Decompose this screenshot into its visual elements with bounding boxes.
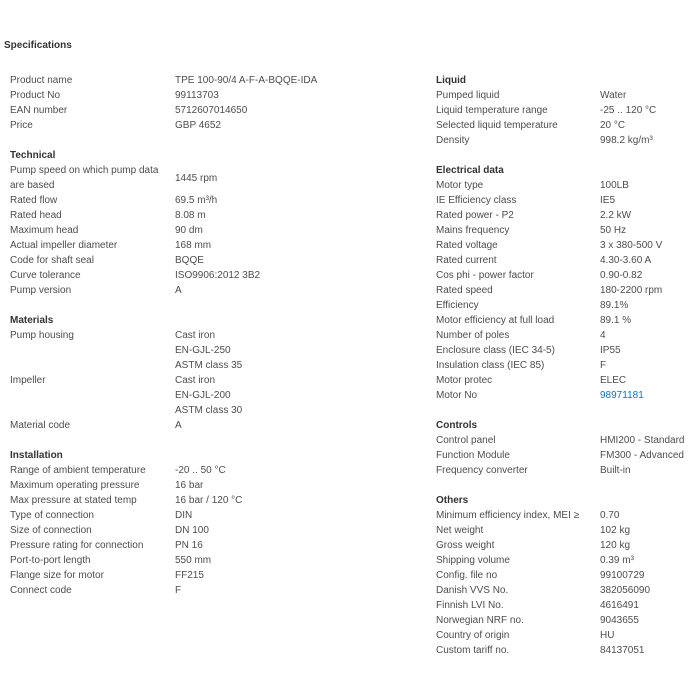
spec-row-shipping-volume bbox=[436, 553, 698, 568]
spec-label: Pumped liquid bbox=[436, 90, 500, 101]
spec-value bbox=[600, 118, 625, 133]
spec-label: Curve tolerance bbox=[10, 270, 81, 281]
spec-row-price bbox=[10, 118, 415, 133]
spec-value-line: 168 mm bbox=[175, 240, 212, 251]
spec-row-frequency-converter bbox=[436, 463, 698, 478]
spec-value-link[interactable]: 98971181 bbox=[600, 390, 644, 401]
spec-row-danish-vvs-no bbox=[436, 583, 698, 598]
spec-row-rated-power-p2 bbox=[436, 208, 698, 223]
spec-label: Pump speed on which pump data are based bbox=[10, 165, 159, 191]
spec-row-function-module bbox=[436, 448, 698, 463]
spec-row-net-weight bbox=[436, 523, 698, 538]
spec-value-line: IE5 bbox=[600, 195, 616, 206]
spec-row-motor-no bbox=[436, 388, 698, 403]
section-heading-materials: Materials bbox=[10, 315, 54, 326]
spec-row-mains-frequency bbox=[436, 223, 698, 238]
spec-label: Product name bbox=[10, 75, 73, 86]
spec-label: Net weight bbox=[436, 525, 484, 536]
spec-label: Motor efficiency at full load bbox=[436, 315, 555, 326]
spec-label: Actual impeller diameter bbox=[10, 240, 118, 251]
spec-value bbox=[600, 598, 639, 613]
spec-label: Size of connection bbox=[10, 525, 92, 536]
spec-value-line: -20 .. 50 °C bbox=[175, 465, 226, 476]
spec-row-rated-speed bbox=[436, 283, 698, 298]
spec-label: Cos phi - power factor bbox=[436, 270, 534, 281]
spec-value-line: 89.1% bbox=[600, 300, 629, 311]
spec-label: Danish VVS No. bbox=[436, 585, 509, 596]
spec-row-rated-current bbox=[436, 253, 698, 268]
spec-value bbox=[600, 253, 651, 268]
spec-value-line: 4616491 bbox=[600, 600, 639, 611]
spec-label: Gross weight bbox=[436, 540, 495, 551]
spec-row-pressure-rating-for-connection bbox=[10, 538, 415, 553]
spec-row-enclosure-class-iec-34-5 bbox=[436, 343, 698, 358]
spec-label: Material code bbox=[10, 420, 71, 431]
spec-value bbox=[175, 193, 217, 208]
page-title: Specifications bbox=[4, 40, 72, 51]
spec-row-rated-voltage bbox=[436, 238, 698, 253]
section-heading-installation: Installation bbox=[10, 450, 63, 461]
spec-label: Code for shaft seal bbox=[10, 255, 94, 266]
spec-label: Flange size for motor bbox=[10, 570, 104, 581]
spec-value-line: 550 mm bbox=[175, 555, 212, 566]
spec-value-line: 90 dm bbox=[175, 225, 203, 236]
spec-value-line: BQQE bbox=[175, 255, 204, 266]
spec-value-line: 382056090 bbox=[600, 585, 651, 596]
spec-row-selected-liquid-temperature bbox=[436, 118, 698, 133]
spec-value bbox=[600, 613, 639, 628]
spec-value-line: ELEC bbox=[600, 375, 627, 386]
spec-label: Motor No bbox=[436, 390, 478, 401]
spec-value-line: 5712607014650 bbox=[175, 105, 248, 116]
spec-value bbox=[175, 283, 182, 298]
spec-row-pump-version bbox=[10, 283, 415, 298]
spec-value-line: Cast iron bbox=[175, 375, 216, 386]
spec-label: Rated power - P2 bbox=[436, 210, 514, 221]
spec-value-line: 8.08 m bbox=[175, 210, 206, 221]
spec-row-type-of-connection bbox=[10, 508, 415, 523]
section-heading-technical: Technical bbox=[10, 150, 56, 161]
spec-row-rated-head bbox=[10, 208, 415, 223]
spec-value-line: -25 .. 120 °C bbox=[600, 105, 657, 116]
spec-row-number-of-poles bbox=[436, 328, 698, 343]
spec-label: Selected liquid temperature bbox=[436, 120, 558, 131]
spec-value-line: 99100729 bbox=[600, 570, 645, 581]
spec-label: Price bbox=[10, 120, 33, 131]
spec-value bbox=[600, 193, 615, 208]
spec-value bbox=[600, 643, 645, 658]
spec-value bbox=[600, 508, 619, 523]
spec-value-line: 3 x 380-500 V bbox=[600, 240, 663, 251]
spec-value bbox=[600, 313, 631, 328]
spec-label: Enclosure class (IEC 34-5) bbox=[436, 345, 555, 356]
spec-value bbox=[600, 133, 653, 148]
spec-value-line: 89.1 % bbox=[600, 315, 632, 326]
spec-value bbox=[175, 463, 226, 478]
spec-row-code-for-shaft-seal bbox=[10, 253, 415, 268]
spec-value-line: 0.39 m³ bbox=[600, 555, 634, 566]
spec-label: Maximum head bbox=[10, 225, 79, 236]
spec-row-maximum-head bbox=[10, 223, 415, 238]
spec-value-line: FF215 bbox=[175, 570, 204, 581]
spec-value-line: 84137051 bbox=[600, 645, 645, 656]
spec-value-line: 998.2 kg/m³ bbox=[600, 135, 653, 146]
spec-value bbox=[175, 493, 242, 508]
spec-value-line: 69.5 m³/h bbox=[175, 195, 218, 206]
spec-value bbox=[600, 538, 630, 553]
spec-value-line: F bbox=[175, 585, 182, 596]
section-heading-liquid: Liquid bbox=[436, 75, 466, 86]
spec-label: Pressure rating for connection bbox=[10, 540, 144, 551]
spec-value bbox=[175, 118, 221, 133]
spec-value bbox=[600, 433, 685, 448]
spec-value bbox=[175, 373, 242, 418]
spec-value bbox=[600, 178, 629, 193]
spec-label: Rated voltage bbox=[436, 240, 498, 251]
spec-value-line: A bbox=[175, 420, 182, 431]
spec-value-line: TPE 100-90/4 A-F-A-BQQE-IDA bbox=[175, 75, 318, 86]
spec-label: Port-to-port length bbox=[10, 555, 91, 566]
spec-label: Efficiency bbox=[436, 300, 479, 311]
spec-value bbox=[175, 418, 182, 433]
spec-value bbox=[600, 463, 631, 478]
spec-row-country-of-origin bbox=[436, 628, 698, 643]
spec-value bbox=[600, 568, 645, 583]
spec-value-line: IP55 bbox=[600, 345, 621, 356]
spec-value-line: 0.70 bbox=[600, 510, 620, 521]
spec-row-size-of-connection bbox=[10, 523, 415, 538]
spec-value-line: Water bbox=[600, 90, 627, 101]
spec-value bbox=[600, 328, 606, 343]
spec-row-custom-tariff-no bbox=[436, 643, 698, 658]
spec-label: Motor type bbox=[436, 180, 484, 191]
spec-label: Rated speed bbox=[436, 285, 493, 296]
spec-value bbox=[175, 73, 317, 88]
spec-label: Connect code bbox=[10, 585, 72, 596]
spec-value bbox=[175, 478, 203, 493]
spec-value-line: HMI200 - Standard bbox=[600, 435, 685, 446]
spec-value bbox=[600, 358, 606, 373]
spec-row-max-pressure-at-stated-temp bbox=[10, 493, 415, 508]
spec-row-density bbox=[436, 133, 698, 148]
spec-label: Frequency converter bbox=[436, 465, 528, 476]
spec-value-line: 102 kg bbox=[600, 525, 631, 536]
spec-row-motor-type bbox=[436, 178, 698, 193]
spec-label: Pump housing bbox=[10, 330, 74, 341]
spec-value-line: 2.2 kW bbox=[600, 210, 632, 221]
spec-value-line: ASTM class 35 bbox=[175, 360, 243, 371]
spec-label: Max pressure at stated temp bbox=[10, 495, 137, 506]
spec-label: Minimum efficiency index, MEI ≥ bbox=[436, 510, 580, 521]
spec-value bbox=[600, 628, 614, 643]
spec-row-efficiency bbox=[436, 298, 698, 313]
spec-value bbox=[175, 208, 206, 223]
spec-label: Rated current bbox=[436, 255, 497, 266]
spec-value bbox=[175, 163, 217, 193]
spec-value bbox=[175, 238, 211, 253]
section-heading-others: Others bbox=[436, 495, 469, 506]
spec-row-pump-housing bbox=[10, 328, 415, 373]
spec-label: IE Efficiency class bbox=[436, 195, 517, 206]
spec-value bbox=[175, 508, 192, 523]
spec-value-line: A bbox=[175, 285, 182, 296]
spec-row-cos-phi-power-factor bbox=[436, 268, 698, 283]
spec-value bbox=[600, 448, 684, 463]
spec-row-range-of-ambient-temperature bbox=[10, 463, 415, 478]
spec-value-line: 0.90-0.82 bbox=[600, 270, 643, 281]
spec-value-line: 4.30-3.60 A bbox=[600, 255, 652, 266]
spec-value-line: DIN bbox=[175, 510, 193, 521]
spec-value bbox=[600, 583, 650, 598]
right-spec-column bbox=[436, 73, 698, 658]
spec-value-line: FM300 - Advanced bbox=[600, 450, 684, 461]
spec-label: EAN number bbox=[10, 105, 68, 116]
spec-label: Country of origin bbox=[436, 630, 510, 641]
spec-row-rated-flow bbox=[10, 193, 415, 208]
spec-value bbox=[175, 553, 211, 568]
spec-value bbox=[175, 103, 247, 118]
spec-value-line: 4 bbox=[600, 330, 606, 341]
spec-row-connect-code bbox=[10, 583, 415, 598]
spec-value bbox=[600, 553, 634, 568]
spec-row-norwegian-nrf-no bbox=[436, 613, 698, 628]
spec-label: Control panel bbox=[436, 435, 496, 446]
spec-value bbox=[600, 268, 642, 283]
spec-row-pumped-liquid bbox=[436, 88, 698, 103]
spec-value bbox=[175, 223, 203, 238]
left-spec-column bbox=[10, 73, 415, 598]
spec-value bbox=[175, 523, 209, 538]
spec-label: Pump version bbox=[10, 285, 72, 296]
spec-value bbox=[600, 283, 662, 298]
section-heading-electrical-data: Electrical data bbox=[436, 165, 504, 176]
spec-value bbox=[175, 538, 203, 553]
spec-value-line: 120 kg bbox=[600, 540, 631, 551]
spec-label: Impeller bbox=[10, 375, 46, 386]
spec-value bbox=[600, 373, 626, 388]
spec-value-line: Cast iron bbox=[175, 330, 216, 341]
spec-row-config-file-no bbox=[436, 568, 698, 583]
spec-value-line: 9043655 bbox=[600, 615, 639, 626]
spec-value-line: 180-2200 rpm bbox=[600, 285, 663, 296]
spec-row-material-code bbox=[10, 418, 415, 433]
spec-label: Density bbox=[436, 135, 470, 146]
spec-row-control-panel bbox=[436, 433, 698, 448]
spec-value-line: ISO9906:2012 3B2 bbox=[175, 270, 261, 281]
spec-value bbox=[600, 238, 662, 253]
spec-row-port-to-port-length bbox=[10, 553, 415, 568]
spec-value-line: PN 16 bbox=[175, 540, 203, 551]
spec-row-gross-weight bbox=[436, 538, 698, 553]
spec-label: Norwegian NRF no. bbox=[436, 615, 524, 626]
spec-value bbox=[600, 103, 656, 118]
spec-label: Maximum operating pressure bbox=[10, 480, 140, 491]
spec-value bbox=[175, 583, 181, 598]
spec-label: Number of poles bbox=[436, 330, 510, 341]
spec-value-line: HU bbox=[600, 630, 615, 641]
spec-row-product-no bbox=[10, 88, 415, 103]
spec-value-line: 20 °C bbox=[600, 120, 626, 131]
spec-value bbox=[600, 208, 631, 223]
spec-value-line: 16 bar bbox=[175, 480, 204, 491]
spec-value bbox=[175, 568, 204, 583]
spec-value-line: DN 100 bbox=[175, 525, 209, 536]
spec-value bbox=[600, 88, 626, 103]
spec-row-curve-tolerance bbox=[10, 268, 415, 283]
spec-value bbox=[175, 268, 260, 283]
spec-value bbox=[175, 328, 242, 373]
spec-value bbox=[600, 223, 626, 238]
spec-row-motor-protec bbox=[436, 373, 698, 388]
spec-value bbox=[175, 88, 219, 103]
spec-label: Liquid temperature range bbox=[436, 105, 548, 116]
spec-value-line: 16 bar / 120 °C bbox=[175, 495, 243, 506]
spec-value[interactable] bbox=[600, 388, 644, 403]
spec-row-product-name bbox=[10, 73, 415, 88]
spec-value-line: ASTM class 30 bbox=[175, 405, 243, 416]
spec-value-line: EN-GJL-200 bbox=[175, 390, 231, 401]
spec-row-pump-speed-on-which-pump-data-are-based bbox=[10, 163, 415, 193]
spec-label: Product No bbox=[10, 90, 61, 101]
spec-value-line: GBP 4652 bbox=[175, 120, 221, 131]
spec-label: Custom tariff no. bbox=[436, 645, 510, 656]
spec-label: Type of connection bbox=[10, 510, 94, 521]
spec-value bbox=[600, 523, 630, 538]
spec-label: Finnish LVI No. bbox=[436, 600, 504, 611]
spec-row-ean-number bbox=[10, 103, 415, 118]
spec-row-actual-impeller-diameter bbox=[10, 238, 415, 253]
spec-label: Rated head bbox=[10, 210, 62, 221]
spec-label: Range of ambient temperature bbox=[10, 465, 146, 476]
spec-value-line: Built-in bbox=[600, 465, 631, 476]
spec-label: Config. file no bbox=[436, 570, 498, 581]
spec-row-finnish-lvi-no bbox=[436, 598, 698, 613]
spec-label: Shipping volume bbox=[436, 555, 510, 566]
spec-label: Function Module bbox=[436, 450, 510, 461]
spec-value-line: 50 Hz bbox=[600, 225, 627, 236]
spec-value bbox=[175, 253, 204, 268]
spec-value-line: EN-GJL-250 bbox=[175, 345, 231, 356]
section-heading-controls: Controls bbox=[436, 420, 478, 431]
spec-value-line: 100LB bbox=[600, 180, 629, 191]
spec-row-ie-efficiency-class bbox=[436, 193, 698, 208]
spec-row-minimum-efficiency-index-mei bbox=[436, 508, 698, 523]
spec-row-maximum-operating-pressure bbox=[10, 478, 415, 493]
spec-value-line: F bbox=[600, 360, 607, 371]
spec-row-impeller bbox=[10, 373, 415, 418]
spec-value-line: 1445 rpm bbox=[175, 172, 218, 184]
spec-row-motor-efficiency-at-full-load bbox=[436, 313, 698, 328]
spec-value bbox=[600, 343, 621, 358]
spec-label: Insulation class (IEC 85) bbox=[436, 360, 545, 371]
spec-value-line: 99113703 bbox=[175, 90, 219, 101]
spec-label: Mains frequency bbox=[436, 225, 510, 236]
spec-label: Motor protec bbox=[436, 375, 493, 386]
spec-row-insulation-class-iec-85 bbox=[436, 358, 698, 373]
spec-row-liquid-temperature-range bbox=[436, 103, 698, 118]
spec-row-flange-size-for-motor bbox=[10, 568, 415, 583]
spec-value bbox=[600, 298, 628, 313]
spec-label: Rated flow bbox=[10, 195, 58, 206]
